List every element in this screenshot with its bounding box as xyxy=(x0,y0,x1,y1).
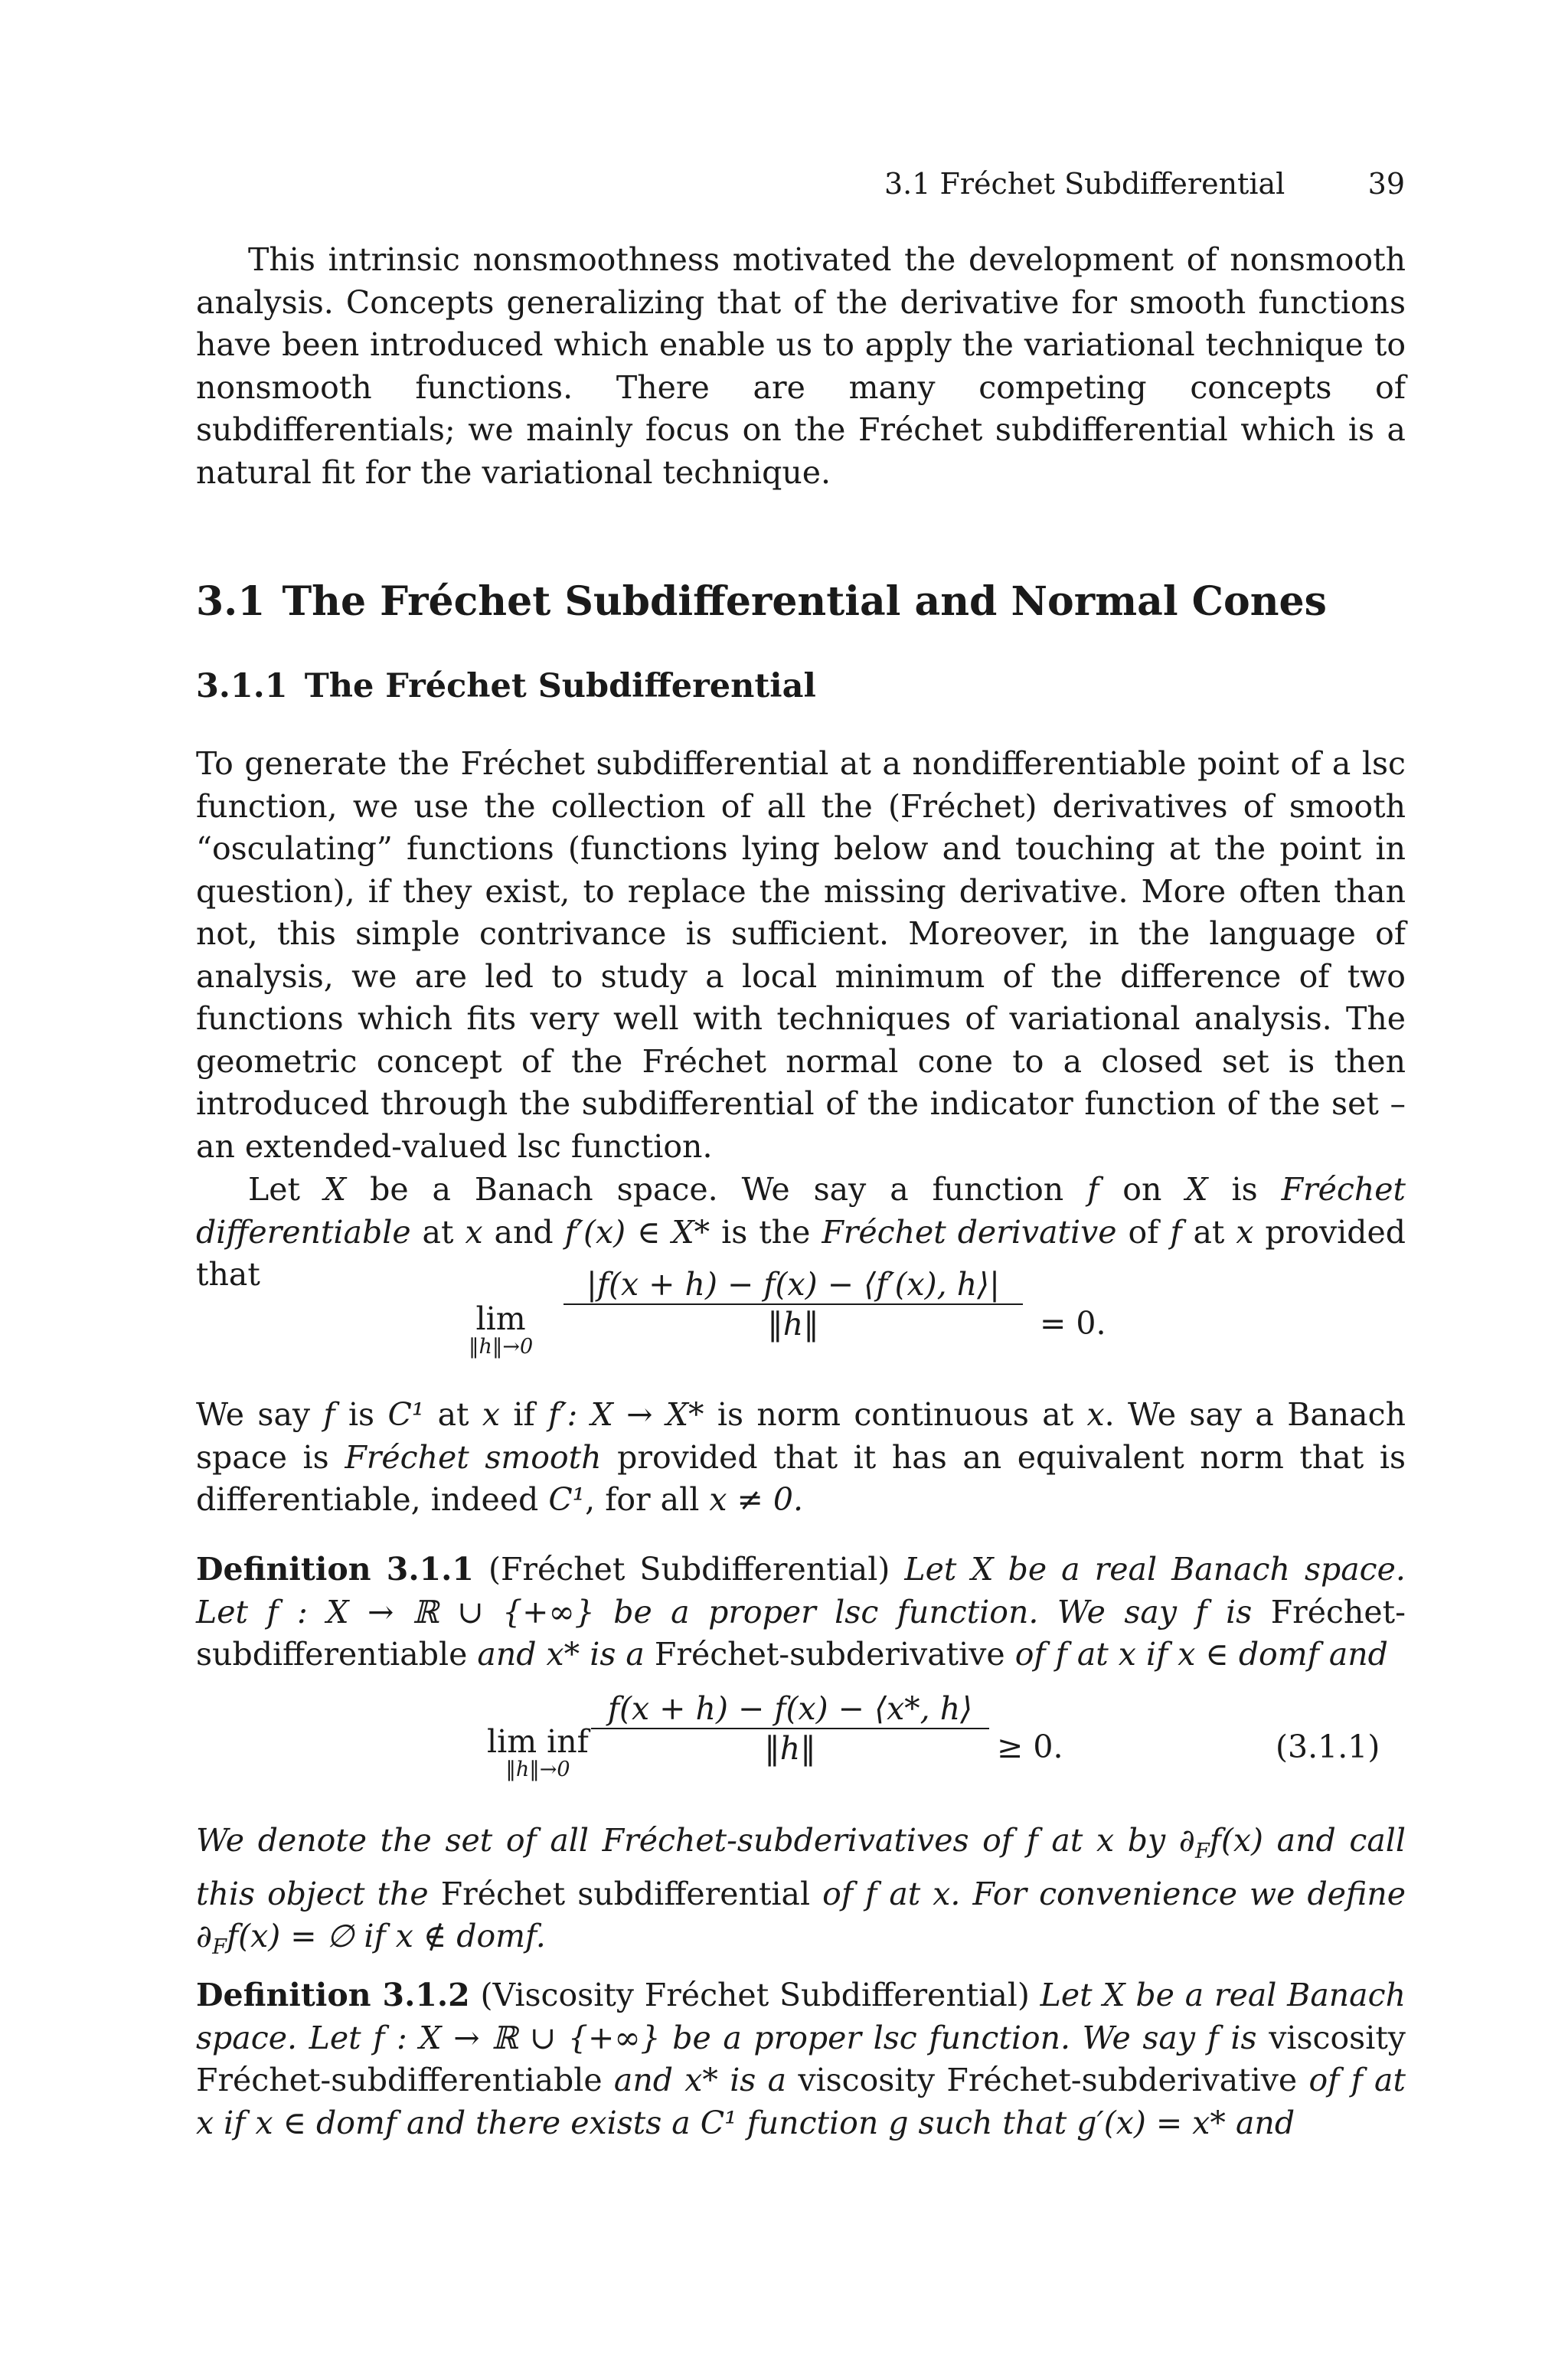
term-frechet-differentiable: Fréchet differentiable xyxy=(196,1171,1406,1251)
equation-1-numerator: |f(x + h) − f(x) − ⟨f′(x), h⟩| xyxy=(586,1266,1000,1303)
equation-2-limit: lim inf ‖h‖→0 xyxy=(487,1723,589,1781)
definition-3-1-1-tail: We denote the set of all Fréchet-subderivatives of f at x by $\partial_Ff(x)$ and call this object the Fréchet subdifferential of f at x. For convenience we define $\partial_Ff(x)$ = ∅ if x ∉ domf. xyxy=(196,1822,1406,1960)
body-paragraph-definition: Let X be a Banach space. We say a function f on X is Fréchet differentiable at x and f′(x) ∈ X* is the Fréchet derivative of f at x provided that xyxy=(196,1171,1406,1293)
subsection-title: The Fréchet Subdifferential xyxy=(304,667,816,705)
section-title: The Fréchet Subdifferential and Normal Cones xyxy=(282,578,1327,625)
term-frechet-derivative: Fréchet derivative xyxy=(822,1213,1117,1251)
equation-number: (3.1.1) xyxy=(1276,1729,1380,1765)
definition-3-1-1: Definition 3.1.1 (Fréchet Subdifferential) Let X be a real Banach space. Let f : X → ℝ ∪ {+∞} be a proper lsc function. We say f is Fréchet-subdifferentiable and x* is a Fréchet-subderivative of f at x if x ∈ domf and xyxy=(196,1551,1406,1673)
definition-label: Definition 3.1.1 xyxy=(196,1551,474,1588)
section-number: 3.1 xyxy=(196,578,266,625)
body-paragraph: To generate the Fréchet subdifferential at a nondifferentiable point of a lsc function, we use the collection of all the (Fréchet) derivatives of smooth “osculating” functions (functions lying below and touching at the point in question), if they exist, to replace the missing derivative. More often than not, this simple contrivance is sufficient. Moreover, in the language of analysis, we are led to study a local minimum of the difference of two functions which fits very well with techniques of variational analysis. The geometric concept of the Fréchet normal cone to a closed set is then introduced through the subdifferential of the indicator function of the set – an extended-valued lsc function. xyxy=(196,745,1406,1165)
equation-2-rhs: ≥ 0. xyxy=(997,1729,1063,1765)
equation-2-fraction xyxy=(591,1689,989,1768)
equation-2-denominator: ‖h‖ xyxy=(764,1730,816,1767)
subsection-heading xyxy=(196,665,816,708)
page-number: 39 xyxy=(1367,167,1405,201)
equation-1-fraction xyxy=(564,1265,1023,1343)
definition-label: Definition 3.1.2 xyxy=(196,1977,470,2013)
equation-2-numerator: f(x + h) − f(x) − ⟨x*, h⟩ xyxy=(607,1690,973,1727)
definition-name: (Fréchet Subdifferential) xyxy=(488,1551,890,1588)
equation-1-denominator: ‖h‖ xyxy=(767,1306,819,1343)
equation-1-rhs: = 0. xyxy=(1040,1305,1106,1342)
body-paragraph-c1: We say f is C¹ at x if f′: X → X* is norm continuous at x. We say a Banach space is Fréchet smooth provided that it has an equivalent norm that is differentiable, indeed C¹, for all x ≠ 0. xyxy=(196,1396,1406,1518)
running-head-title: 3.1 Fréchet Subdifferential xyxy=(884,167,1285,201)
equation-1-limit: lim ‖h‖→0 xyxy=(469,1300,534,1359)
intro-paragraph: This intrinsic nonsmoothness motivated the development of nonsmooth analysis. Concepts generalizing that of the derivative for smooth functions have been introduced which enable us to apply the variational technique to nonsmooth functions. There are many competing concepts of subdifferentials; we mainly focus on the Fréchet subdifferential which is a natural fit for the variational technique. xyxy=(196,241,1406,491)
subsection-number: 3.1.1 xyxy=(196,667,288,705)
definition-3-1-2: Definition 3.1.2 (Viscosity Fréchet Subdifferential) Let X be a real Banach space. Let f : X → ℝ ∪ {+∞} be a proper lsc function. We say f is viscosity Fréchet-subdifferentiable and x* is a viscosity Fréchet-subderivative of f at x if x ∈ domf and there exists a C¹ function g such that g′(x) = x* and xyxy=(196,1977,1406,2141)
term-frechet-smooth: Fréchet smooth xyxy=(345,1438,602,1476)
section-heading xyxy=(196,577,1327,626)
definition-name: (Viscosity Fréchet Subdifferential) xyxy=(480,1977,1030,2013)
